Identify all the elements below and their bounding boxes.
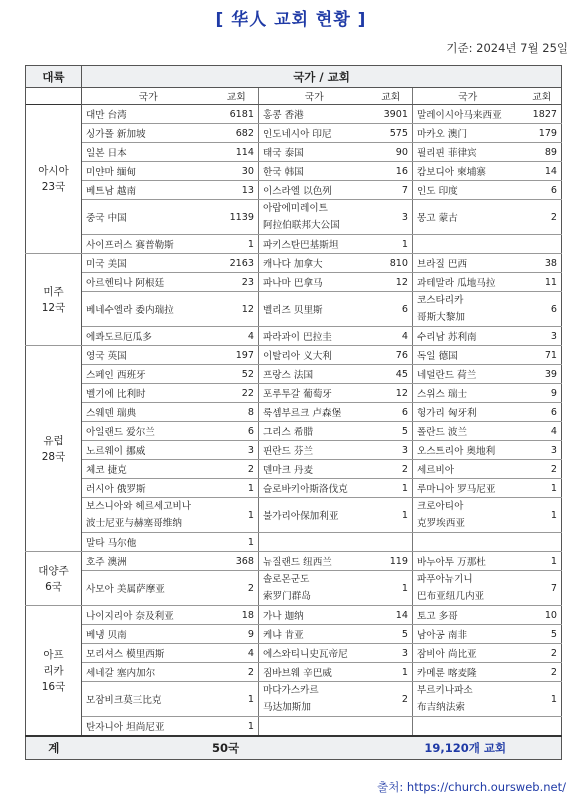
country-name: 나이지리아 奈及利亚 (82, 606, 215, 625)
country-name: 벨기에 比利时 (82, 384, 215, 403)
church-count: 22 (215, 384, 259, 403)
country-name: 홍콩 香港 (259, 105, 370, 124)
country-name: 마카오 澳门 (413, 124, 523, 143)
country-name (259, 533, 370, 552)
church-count: 119 (370, 552, 413, 571)
country-name: 일본 日本 (82, 143, 215, 162)
church-count: 1 (370, 235, 413, 254)
church-count: 4 (215, 327, 259, 346)
country-name: 호주 澳洲 (82, 552, 215, 571)
church-count: 2 (215, 571, 259, 606)
church-count: 1 (215, 533, 259, 552)
country-name: 바누아투 万那杜 (413, 552, 523, 571)
country-name: 싱가폴 新加坡 (82, 124, 215, 143)
table-row (26, 533, 562, 552)
country-name: 몽고 蒙古 (413, 200, 523, 235)
country-name: 아일랜드 爱尔兰 (82, 422, 215, 441)
church-count: 114 (215, 143, 259, 162)
subheader-row (26, 88, 562, 105)
country-name: 필리핀 菲律宾 (413, 143, 523, 162)
country-name: 짐바브웨 辛巴威 (259, 663, 370, 682)
church-count: 30 (215, 162, 259, 181)
church-count: 89 (523, 143, 562, 162)
country-name: 독일 德国 (413, 346, 523, 365)
church-count: 1 (215, 717, 259, 737)
church-count: 197 (215, 346, 259, 365)
country-name: 영국 英国 (82, 346, 215, 365)
church-count: 90 (370, 143, 413, 162)
country-name: 그리스 希腊 (259, 422, 370, 441)
source-link[interactable]: 출처: https://church.oursweb.net/ (377, 780, 566, 794)
church-count: 39 (523, 365, 562, 384)
total-row (26, 736, 562, 760)
country-col-1: 국가 (82, 88, 215, 105)
church-count: 9 (523, 384, 562, 403)
church-count: 4 (215, 644, 259, 663)
country-name: 덴마크 丹麦 (259, 460, 370, 479)
church-count: 76 (370, 346, 413, 365)
church-count: 6 (523, 292, 562, 327)
country-name: 슬로바키아斯洛伐克 (259, 479, 370, 498)
church-count: 11 (523, 273, 562, 292)
total-churches: 19,120개 교회 (370, 736, 562, 760)
church-count: 14 (370, 606, 413, 625)
country-name (413, 235, 523, 254)
country-name: 헝가리 匈牙利 (413, 403, 523, 422)
church-count: 810 (370, 254, 413, 273)
table-row (26, 384, 562, 403)
country-name: 솔로몬군도 索罗门群岛 (259, 571, 370, 606)
church-count: 2 (370, 682, 413, 717)
church-count: 6 (370, 403, 413, 422)
table-row (26, 606, 562, 625)
table-row (26, 162, 562, 181)
country-name: 핀란드 芬兰 (259, 441, 370, 460)
church-col-1: 교회 (215, 88, 259, 105)
table-row (26, 552, 562, 571)
church-count: 6 (215, 422, 259, 441)
church-count: 14 (523, 162, 562, 181)
church-count: 12 (370, 273, 413, 292)
country-name: 아랍에미레이트 阿拉伯联邦大公国 (259, 200, 370, 235)
church-count: 4 (370, 327, 413, 346)
church-count: 6 (370, 292, 413, 327)
church-count: 1 (523, 552, 562, 571)
church-count: 10 (523, 606, 562, 625)
country-name: 대만 台湾 (82, 105, 215, 124)
church-count: 7 (523, 571, 562, 606)
region-cell: 유럽 28국 (26, 346, 82, 552)
country-name: 불가리아保加利亚 (259, 498, 370, 533)
country-name: 뉴질랜드 纽西兰 (259, 552, 370, 571)
church-count: 18 (215, 606, 259, 625)
country-name: 에콰도르厄瓜多 (82, 327, 215, 346)
church-count: 52 (215, 365, 259, 384)
country-church-header: 국가 / 교회 (82, 66, 562, 88)
country-name: 마다가스카르 马达加斯加 (259, 682, 370, 717)
country-name: 스웨덴 瑞典 (82, 403, 215, 422)
country-name: 오스트리아 奥地利 (413, 441, 523, 460)
church-count: 16 (370, 162, 413, 181)
table-row (26, 346, 562, 365)
church-count: 45 (370, 365, 413, 384)
country-name: 말타 马尔他 (82, 533, 215, 552)
table-row (26, 105, 562, 124)
church-count: 2 (523, 460, 562, 479)
country-name: 파라과이 巴拉圭 (259, 327, 370, 346)
church-count: 6181 (215, 105, 259, 124)
country-name: 체코 捷克 (82, 460, 215, 479)
table-row (26, 571, 562, 606)
table-row (26, 200, 562, 235)
country-name: 모리셔스 模里西斯 (82, 644, 215, 663)
country-name: 수리남 苏利南 (413, 327, 523, 346)
church-count: 1 (523, 479, 562, 498)
church-count: 1 (215, 479, 259, 498)
church-count: 3 (370, 644, 413, 663)
church-count: 179 (523, 124, 562, 143)
church-count: 1 (215, 498, 259, 533)
table-row (26, 292, 562, 327)
table-row (26, 479, 562, 498)
church-count: 1 (370, 498, 413, 533)
country-name: 에스와티니史瓦帝尼 (259, 644, 370, 663)
church-count: 1 (215, 235, 259, 254)
country-name: 케냐 肯亚 (259, 625, 370, 644)
church-count: 71 (523, 346, 562, 365)
church-count: 1 (523, 682, 562, 717)
table-row (26, 625, 562, 644)
church-count: 6 (523, 403, 562, 422)
region-cell: 미주 12국 (26, 254, 82, 346)
church-count: 4 (523, 422, 562, 441)
church-count: 3 (523, 441, 562, 460)
church-count: 12 (215, 292, 259, 327)
table-row (26, 460, 562, 479)
church-count: 2 (523, 663, 562, 682)
church-count: 1 (370, 479, 413, 498)
church-count: 3901 (370, 105, 413, 124)
country-name (413, 717, 523, 737)
table-row (26, 441, 562, 460)
country-name: 카메룬 喀麦隆 (413, 663, 523, 682)
country-name: 캄보디아 柬埔寨 (413, 162, 523, 181)
table-row (26, 644, 562, 663)
church-col-3: 교회 (523, 88, 562, 105)
church-count: 5 (370, 625, 413, 644)
table-row (26, 143, 562, 162)
table-row (26, 181, 562, 200)
table-row (26, 327, 562, 346)
total-countries: 50국 (82, 736, 370, 760)
region-cell: 아시아 23국 (26, 105, 82, 254)
country-name: 남아공 南非 (413, 625, 523, 644)
table-row (26, 422, 562, 441)
country-name: 폴란드 波兰 (413, 422, 523, 441)
church-count: 3 (523, 327, 562, 346)
country-name: 한국 韩国 (259, 162, 370, 181)
table-row (26, 365, 562, 384)
church-count: 3 (215, 441, 259, 460)
country-name: 스페인 西班牙 (82, 365, 215, 384)
total-label: 계 (26, 736, 82, 760)
country-name: 세르비아 (413, 460, 523, 479)
page-title: [ 华人 교회 현황 ] (215, 10, 367, 30)
church-count: 682 (215, 124, 259, 143)
country-col-2: 국가 (259, 88, 370, 105)
region-header: 대륙 (26, 66, 82, 88)
country-name: 파푸아뉴기니 巴布亚纽几内亚 (413, 571, 523, 606)
country-name: 모잠비크莫三比克 (82, 682, 215, 717)
country-name: 보스니아와 헤르세고비나 波士尼亚与赫塞哥维纳 (82, 498, 215, 533)
region-cell: 아프 리카 16국 (26, 606, 82, 737)
table-row (26, 498, 562, 533)
church-count (370, 717, 413, 737)
church-count (523, 533, 562, 552)
church-col-2: 교회 (370, 88, 413, 105)
church-count: 38 (523, 254, 562, 273)
country-name: 태국 泰国 (259, 143, 370, 162)
church-count (370, 533, 413, 552)
church-count: 5 (523, 625, 562, 644)
church-count: 1 (215, 682, 259, 717)
country-name: 사모아 美属萨摩亚 (82, 571, 215, 606)
country-name: 아르헨티나 阿根廷 (82, 273, 215, 292)
country-name (413, 533, 523, 552)
country-name: 루마니아 罗马尼亚 (413, 479, 523, 498)
country-name: 토고 多哥 (413, 606, 523, 625)
country-name: 세네갈 塞内加尔 (82, 663, 215, 682)
church-count: 1139 (215, 200, 259, 235)
country-name: 크로아티아 克罗埃西亚 (413, 498, 523, 533)
country-name: 룩셈부르크 卢森堡 (259, 403, 370, 422)
church-count: 5 (370, 422, 413, 441)
country-name: 베트남 越南 (82, 181, 215, 200)
church-count: 2 (523, 200, 562, 235)
table-row (26, 663, 562, 682)
country-name: 베네수엘라 委内瑞拉 (82, 292, 215, 327)
church-count: 6 (523, 181, 562, 200)
church-count: 2163 (215, 254, 259, 273)
country-name: 캐나다 加拿大 (259, 254, 370, 273)
country-name: 파키스탄巴基斯坦 (259, 235, 370, 254)
church-count: 2 (370, 460, 413, 479)
country-name: 이탈리아 义大利 (259, 346, 370, 365)
country-name: 과테말라 瓜地马拉 (413, 273, 523, 292)
country-name (259, 717, 370, 737)
country-name: 이스라엘 以色列 (259, 181, 370, 200)
country-name: 인도 印度 (413, 181, 523, 200)
church-count: 1827 (523, 105, 562, 124)
country-name: 스위스 瑞士 (413, 384, 523, 403)
country-name: 베냉 贝南 (82, 625, 215, 644)
church-count: 2 (523, 644, 562, 663)
church-count: 7 (370, 181, 413, 200)
church-count: 3 (370, 441, 413, 460)
table-row (26, 254, 562, 273)
country-name: 브라질 巴西 (413, 254, 523, 273)
country-name: 코스타리카 哥斯大黎加 (413, 292, 523, 327)
church-count: 2 (215, 663, 259, 682)
country-name: 잠비아 尚比亚 (413, 644, 523, 663)
country-name: 가나 迦纳 (259, 606, 370, 625)
table-row (26, 235, 562, 254)
church-count: 1 (370, 571, 413, 606)
reference-date: 기준: 2024년 7월 25일 (446, 41, 568, 55)
country-name: 프랑스 法国 (259, 365, 370, 384)
table-row (26, 124, 562, 143)
country-name: 탄자니아 坦尚尼亚 (82, 717, 215, 737)
country-name: 노르웨이 挪威 (82, 441, 215, 460)
church-count: 8 (215, 403, 259, 422)
church-count: 2 (215, 460, 259, 479)
church-count: 9 (215, 625, 259, 644)
church-table (25, 65, 562, 760)
table-row (26, 403, 562, 422)
country-name: 미얀마 缅甸 (82, 162, 215, 181)
table-row (26, 682, 562, 717)
country-name: 러시아 俄罗斯 (82, 479, 215, 498)
country-name: 인도네시아 印尼 (259, 124, 370, 143)
country-name: 말레이시아马来西亚 (413, 105, 523, 124)
church-count: 368 (215, 552, 259, 571)
region-cell: 대양주 6국 (26, 552, 82, 606)
church-count: 13 (215, 181, 259, 200)
country-name: 중국 中国 (82, 200, 215, 235)
church-count: 575 (370, 124, 413, 143)
country-name: 벨리즈 贝里斯 (259, 292, 370, 327)
country-name: 부르키나파소 布吉纳法索 (413, 682, 523, 717)
country-name: 포루투갈 葡萄牙 (259, 384, 370, 403)
church-count (523, 717, 562, 737)
church-count: 1 (370, 663, 413, 682)
table-row (26, 717, 562, 737)
table-row (26, 273, 562, 292)
church-count: 12 (370, 384, 413, 403)
country-name: 네덜란드 荷兰 (413, 365, 523, 384)
church-count (523, 235, 562, 254)
church-count: 23 (215, 273, 259, 292)
country-name: 미국 美国 (82, 254, 215, 273)
country-col-3: 국가 (413, 88, 523, 105)
country-name: 사이프러스 赛普勒斯 (82, 235, 215, 254)
church-count: 1 (523, 498, 562, 533)
church-count: 3 (370, 200, 413, 235)
country-name: 파나마 巴拿马 (259, 273, 370, 292)
